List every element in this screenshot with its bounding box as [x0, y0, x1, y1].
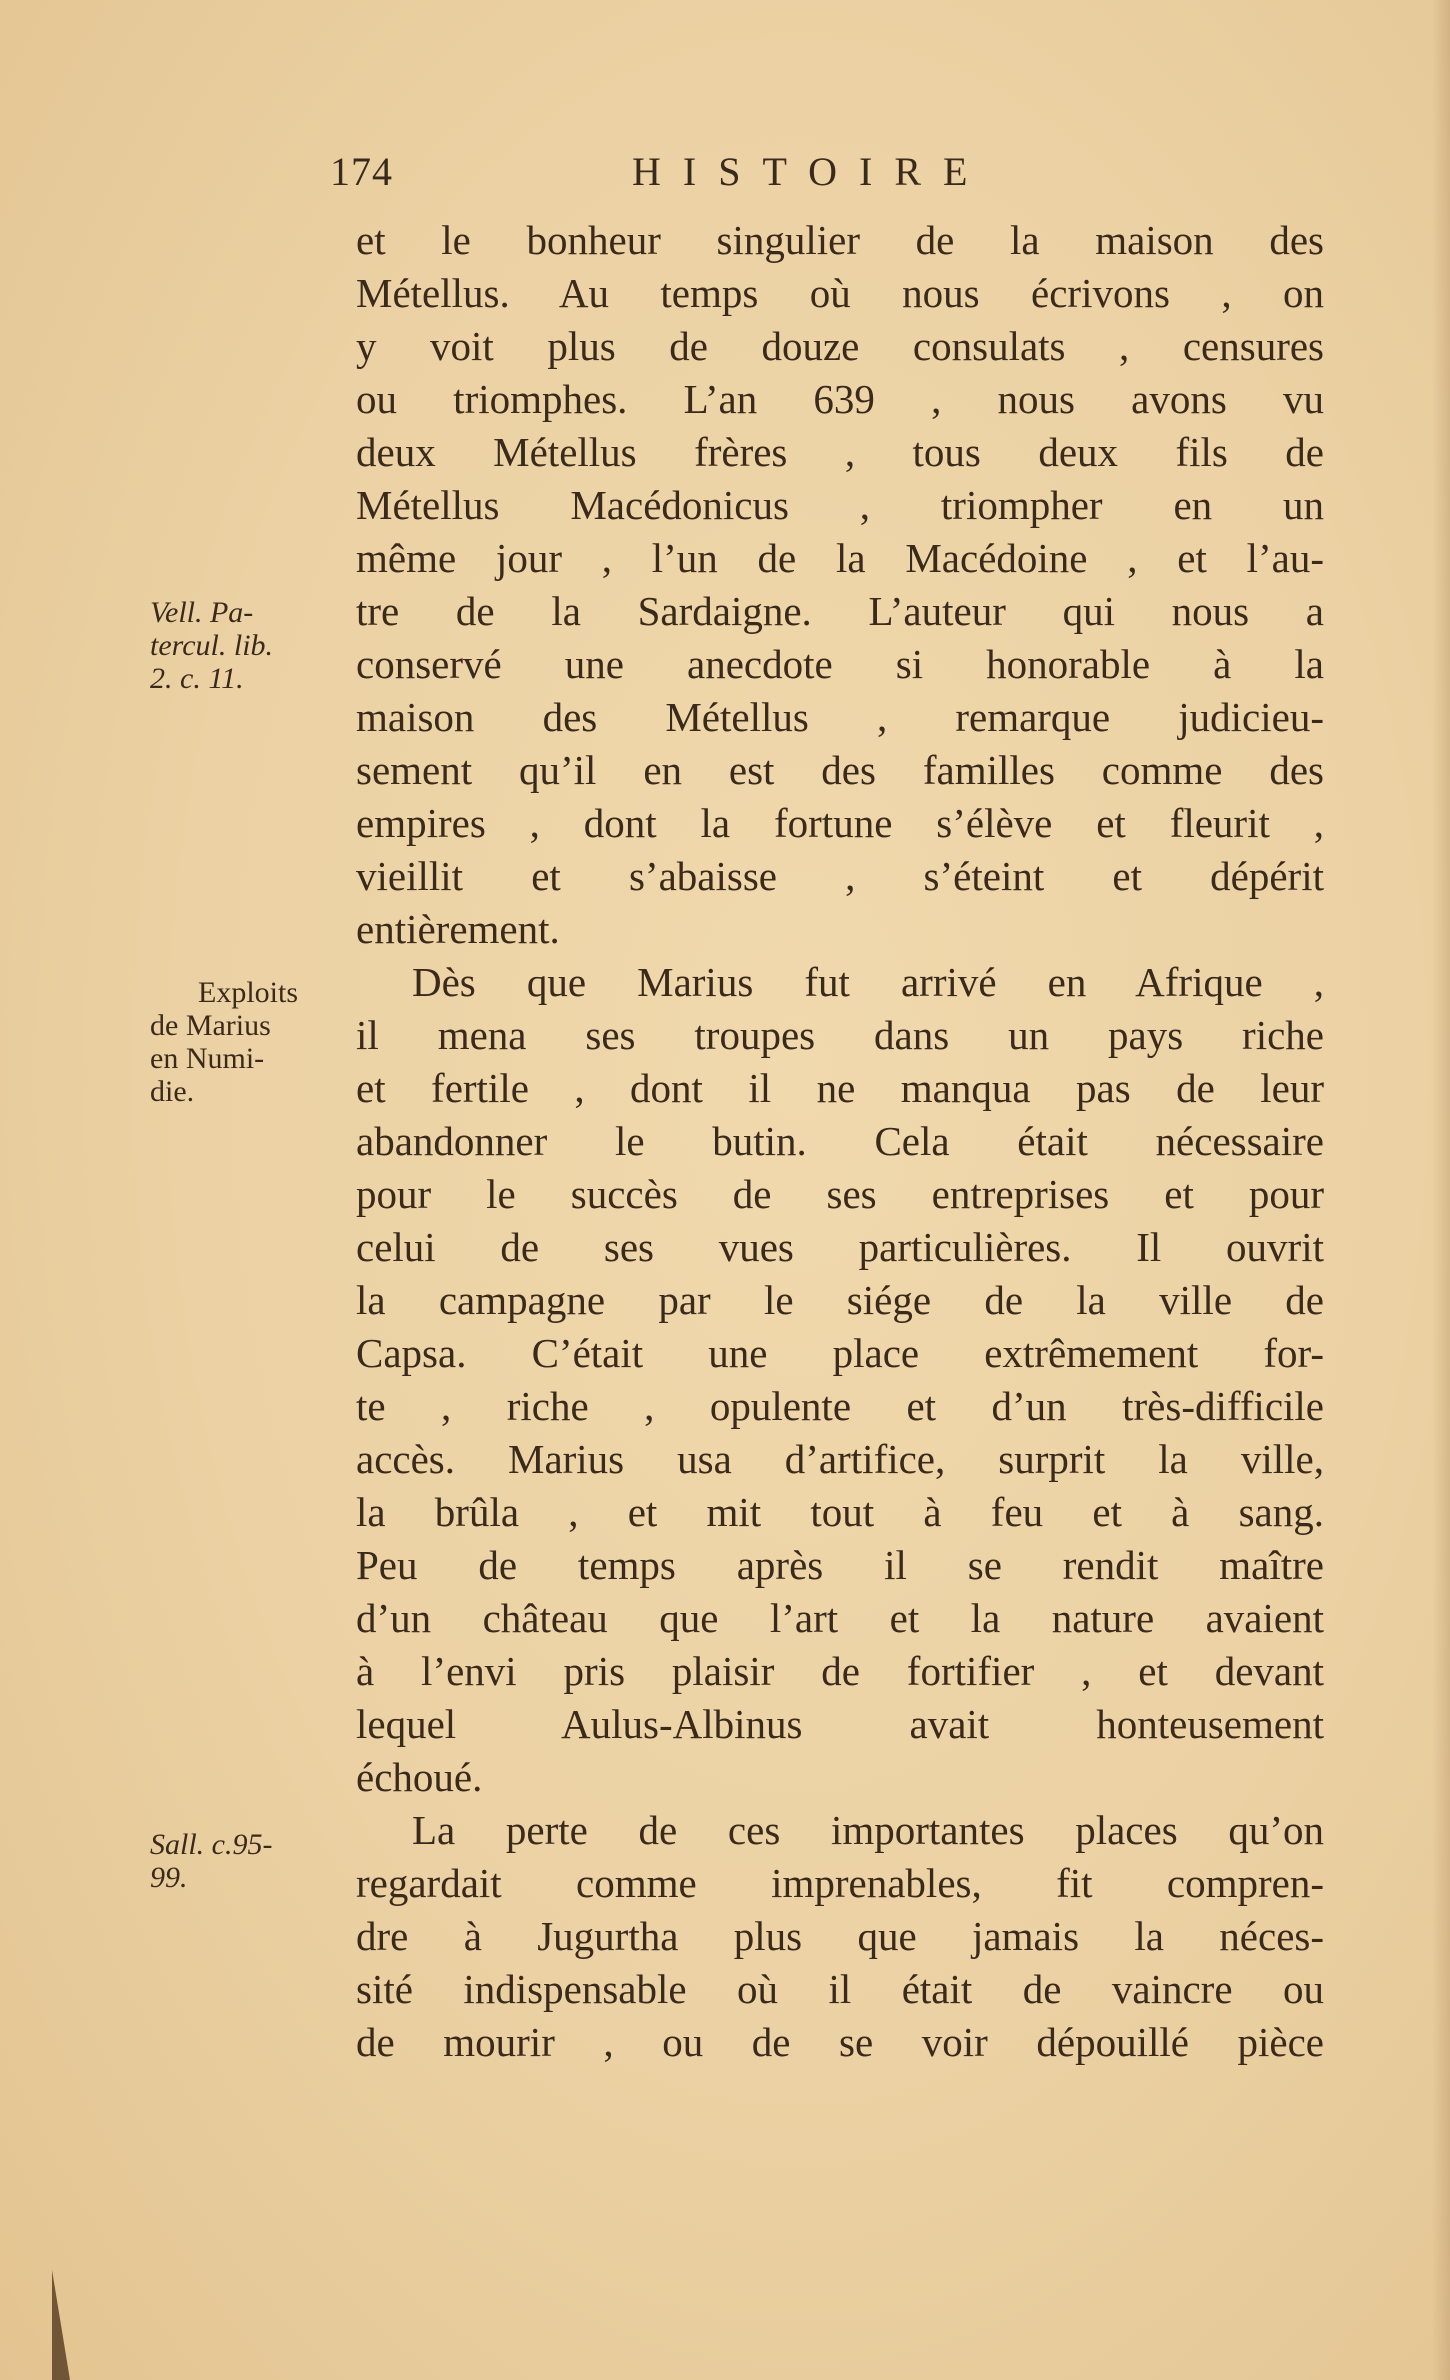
text-line: et fertile , dont il ne manqua pas de leur: [356, 1065, 1324, 1111]
text-line: accès. Marius usa d’artifice, surprit la ville,: [356, 1436, 1324, 1482]
text-line: de mourir , ou de se voir dépouillé pièce: [356, 2019, 1324, 2065]
margin-note-line: 2. c. 11.: [150, 662, 244, 695]
margin-note-exploits: [150, 976, 298, 1108]
text-line: pour le succès de ses entreprises et pour: [356, 1171, 1324, 1217]
text-line: et le bonheur singulier de la maison des: [356, 217, 1324, 263]
text-line: Peu de temps après il se rendit maître: [356, 1542, 1324, 1588]
text-line: celui de ses vues particulières. Il ouvrit: [356, 1224, 1324, 1270]
text-line: il mena ses troupes dans un pays riche: [356, 1012, 1324, 1058]
text-line: Métellus Macédonicus , triompher en un: [356, 482, 1324, 528]
text-line: sité indispensable où il était de vaincre ou: [356, 1966, 1324, 2012]
text-line: vieillit et s’abaisse , s’éteint et dépérit: [356, 853, 1324, 899]
margin-note-sallust: [150, 1828, 272, 1894]
text-line: dre à Jugurtha plus que jamais la néces-: [356, 1913, 1324, 1959]
text-line: conservé une anecdote si honorable à la: [356, 641, 1324, 687]
text-line: sement qu’il en est des familles comme des: [356, 747, 1324, 793]
margin-note-line: en Numi-: [150, 1042, 265, 1075]
text-line: la brûla , et mit tout à feu et à sang.: [356, 1489, 1324, 1535]
margin-note-line: 99.: [150, 1861, 188, 1894]
page-edge-shadow: [1432, 0, 1450, 2380]
text-line: Capsa. C’était une place extrêmement for-: [356, 1330, 1324, 1376]
text-line: maison des Métellus , remarque judicieu-: [356, 694, 1324, 740]
text-line: d’un château que l’art et la nature avaient: [356, 1595, 1324, 1641]
text-line: même jour , l’un de la Macédoine , et l’au-: [356, 535, 1324, 581]
text-line: échoué.: [356, 1754, 483, 1800]
margin-note-line: tercul. lib.: [150, 629, 274, 662]
page-number: 174: [330, 149, 393, 194]
text-line: la campagne par le siége de la ville de: [356, 1277, 1324, 1323]
margin-note-line: de Marius: [150, 1009, 271, 1042]
page-corner-mark: [52, 2270, 70, 2380]
text-line: tre de la Sardaigne. L’auteur qui nous a: [356, 588, 1324, 634]
margin-note-line: Exploits: [198, 976, 299, 1009]
text-line: empires , dont la fortune s’élève et fleurit ,: [356, 800, 1324, 846]
margin-note-vell-paterculus: [150, 596, 273, 695]
page-header: [330, 148, 1070, 208]
margin-note-line: Sall. c.95-: [150, 1828, 273, 1861]
text-line: ou triomphes. L’an 639 , nous avons vu: [356, 376, 1324, 422]
body-text: [356, 214, 1324, 2069]
margin-note-line: die.: [150, 1075, 195, 1108]
text-line: Dès que Marius fut arrivé en Afrique ,: [412, 959, 1324, 1005]
running-title: HISTOIRE: [632, 149, 990, 194]
text-line: Métellus. Au temps où nous écrivons , on: [356, 270, 1324, 316]
text-line: regardait comme imprenables, fit compren-: [356, 1860, 1324, 1906]
text-line: entièrement.: [356, 906, 560, 952]
text-line: lequel Aulus-Albinus avait honteusement: [356, 1701, 1324, 1747]
text-line: La perte de ces importantes places qu’on: [412, 1807, 1324, 1853]
text-line: te , riche , opulente et d’un très-difficile: [356, 1383, 1324, 1429]
text-line: deux Métellus frères , tous deux fils de: [356, 429, 1324, 475]
text-line: y voit plus de douze consulats , censures: [356, 323, 1324, 369]
margin-note-line: Vell. Pa-: [150, 596, 254, 629]
text-line: abandonner le butin. Cela était nécessaire: [356, 1118, 1324, 1164]
text-line: à l’envi pris plaisir de fortifier , et devant: [356, 1648, 1324, 1694]
